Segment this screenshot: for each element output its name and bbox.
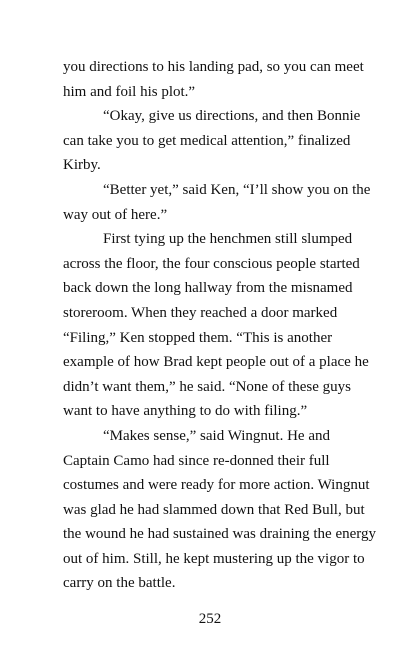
text-line: “Better yet,” said Ken, “I’ll show you on the <box>103 181 371 198</box>
text-line: him and foil his plot.” <box>63 83 196 100</box>
text-line: carry on the battle. <box>63 575 176 592</box>
text-line: back down the long hallway from the misnamed <box>63 280 353 297</box>
text-line: can take you to get medical attention,” finalized <box>63 132 351 149</box>
body-text <box>63 55 376 596</box>
page-number: 252 <box>198 611 222 627</box>
text-line: you directions to his landing pad, so you can meet <box>63 59 364 75</box>
text-line: Captain Camo had since re-donned their full <box>63 452 330 469</box>
text-line: “Filing,” Ken stopped them. “This is another <box>63 329 333 346</box>
text-line: way out of here.” <box>63 206 168 223</box>
text-line: the wound he had sustained was draining the energy <box>63 526 376 543</box>
text-line: Kirby. <box>63 157 101 174</box>
text-line: costumes and were ready for more action. Wingnut <box>63 477 370 494</box>
text-line: across the floor, the four conscious people started <box>63 255 360 272</box>
text-line: “Okay, give us directions, and then Bonnie <box>103 108 361 125</box>
text-line: didn’t want them,” he said. “None of these guys <box>63 378 351 395</box>
text-line: example of how Brad kept people out of a place he <box>63 354 369 371</box>
text-line: want to have anything to do with filing.” <box>63 403 308 420</box>
text-line: was glad he had slammed down that Red Bull, but <box>63 501 365 518</box>
text-line: storeroom. When they reached a door marked <box>63 304 338 321</box>
text-line: “Makes sense,” said Wingnut. He and <box>103 427 330 444</box>
text-line: First tying up the henchmen still slumped <box>103 231 353 248</box>
text-line: out of him. Still, he kept mustering up the vigor to <box>63 550 365 567</box>
